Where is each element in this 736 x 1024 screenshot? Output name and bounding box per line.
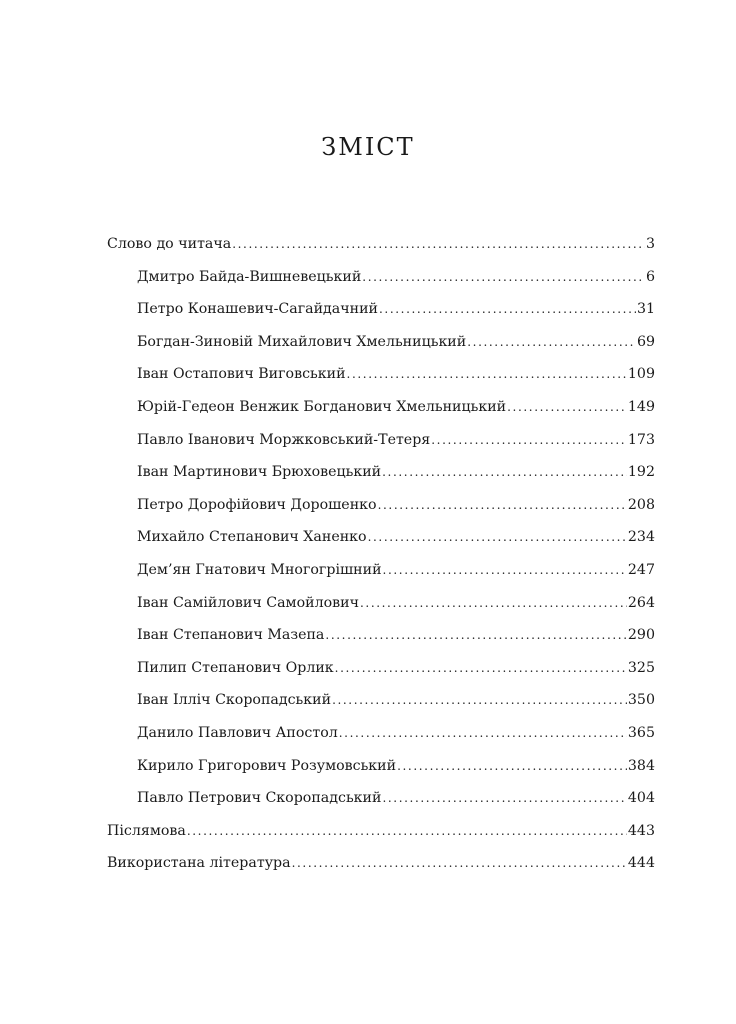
toc-entry-title: Павло Петрович Скоропадський bbox=[137, 790, 382, 807]
toc-entry-title: Петро Конашевич-Сагайдачний bbox=[137, 301, 378, 318]
toc-dot-leader bbox=[368, 530, 627, 544]
toc-page-number: 365 bbox=[627, 724, 655, 741]
toc-entry[interactable] bbox=[107, 301, 655, 334]
toc-page-number: 149 bbox=[627, 398, 655, 415]
toc-dot-leader bbox=[360, 596, 627, 610]
toc-page-number: 443 bbox=[627, 822, 655, 839]
toc-entry-title: Іван Мартинович Брюховецький bbox=[137, 464, 382, 481]
toc-entry[interactable] bbox=[107, 464, 655, 497]
toc-entry-title: Данило Павлович Апостол bbox=[137, 724, 338, 741]
toc-entry-title: Павло Іванович Моржковський-Тетеря bbox=[137, 431, 431, 448]
toc-dot-leader bbox=[232, 237, 645, 251]
toc-page-number: 247 bbox=[627, 561, 655, 578]
toc-dot-leader bbox=[467, 335, 636, 349]
toc-page-number: 290 bbox=[627, 627, 655, 644]
toc-page-number: 192 bbox=[627, 464, 655, 481]
toc-entry[interactable] bbox=[107, 529, 655, 562]
toc-entry[interactable] bbox=[107, 269, 655, 302]
toc-page-number: 325 bbox=[627, 659, 655, 676]
toc-page-number: 31 bbox=[636, 301, 655, 318]
toc-dot-leader bbox=[382, 791, 626, 805]
toc-entry[interactable] bbox=[107, 595, 655, 628]
table-of-contents bbox=[107, 236, 655, 888]
toc-entry[interactable] bbox=[107, 334, 655, 367]
page-title: ЗМІСТ bbox=[321, 133, 415, 161]
toc-entry[interactable] bbox=[107, 790, 655, 823]
toc-entry[interactable] bbox=[107, 855, 655, 888]
toc-entry-title: Слово до читача bbox=[107, 236, 232, 252]
toc-page-number: 444 bbox=[627, 855, 655, 872]
toc-dot-leader bbox=[332, 693, 627, 707]
toc-page-number: 404 bbox=[627, 790, 655, 807]
toc-entry-title: Іван Остапович Виговський bbox=[137, 366, 346, 383]
toc-page-number: 208 bbox=[627, 496, 655, 513]
toc-entry-title: Іван Ілліч Скоропадський bbox=[137, 692, 332, 709]
toc-page-number: 173 bbox=[627, 431, 655, 448]
toc-entry[interactable] bbox=[107, 562, 655, 595]
toc-entry-title: Дмитро Байда-Вишневецький bbox=[137, 268, 362, 285]
toc-dot-leader bbox=[378, 498, 627, 512]
toc-page-number: 384 bbox=[627, 757, 655, 774]
toc-entry[interactable] bbox=[107, 432, 655, 465]
toc-dot-leader bbox=[187, 824, 627, 838]
toc-dot-leader bbox=[325, 628, 627, 642]
toc-page-number: 264 bbox=[627, 594, 655, 611]
toc-dot-leader bbox=[292, 856, 627, 870]
toc-entry[interactable] bbox=[107, 236, 655, 269]
toc-entry[interactable] bbox=[107, 725, 655, 758]
toc-entry-title: Пилип Степанович Орлик bbox=[137, 659, 334, 676]
toc-entry-title: Використана література bbox=[107, 855, 291, 872]
toc-dot-leader bbox=[431, 433, 627, 447]
toc-page-number: 350 bbox=[627, 692, 655, 709]
toc-page-number: 234 bbox=[627, 529, 655, 546]
toc-dot-leader bbox=[397, 759, 627, 773]
toc-dot-leader bbox=[382, 465, 627, 479]
toc-entry[interactable] bbox=[107, 660, 655, 693]
toc-entry-title: Дем’ян Гнатович Многогрішний bbox=[137, 561, 382, 578]
toc-entry-title: Юрій-Гедеон Венжик Богданович Хмельницький bbox=[137, 398, 507, 415]
toc-page-number: 69 bbox=[636, 333, 655, 350]
toc-dot-leader bbox=[507, 400, 627, 414]
toc-entry[interactable] bbox=[107, 823, 655, 856]
toc-entry-title: Іван Самійлович Самойлович bbox=[137, 594, 359, 611]
toc-dot-leader bbox=[379, 302, 636, 316]
toc-entry-title: Післямова bbox=[107, 822, 186, 839]
toc-entry-title: Кирило Григорович Розумовський bbox=[137, 757, 397, 774]
toc-entry-title: Іван Степанович Мазепа bbox=[137, 627, 325, 644]
toc-entry[interactable] bbox=[107, 399, 655, 432]
toc-entry-title: Михайло Степанович Ханенко bbox=[137, 529, 367, 546]
toc-entry[interactable] bbox=[107, 692, 655, 725]
toc-entry[interactable] bbox=[107, 758, 655, 791]
toc-entry[interactable] bbox=[107, 366, 655, 399]
toc-page-number: 109 bbox=[627, 366, 655, 383]
toc-entry-title: Петро Дорофійович Дорошенко bbox=[137, 496, 377, 513]
toc-dot-leader bbox=[362, 270, 645, 284]
toc-entry[interactable] bbox=[107, 497, 655, 530]
toc-dot-leader bbox=[347, 367, 627, 381]
toc-page-number: 3 bbox=[645, 236, 655, 252]
toc-dot-leader bbox=[383, 563, 627, 577]
toc-entry-title: Богдан-Зиновій Михайлович Хмельницький bbox=[137, 333, 467, 350]
toc-dot-leader bbox=[339, 726, 627, 740]
toc-entry[interactable] bbox=[107, 627, 655, 660]
toc-page-number: 6 bbox=[645, 268, 655, 285]
toc-dot-leader bbox=[335, 661, 627, 675]
